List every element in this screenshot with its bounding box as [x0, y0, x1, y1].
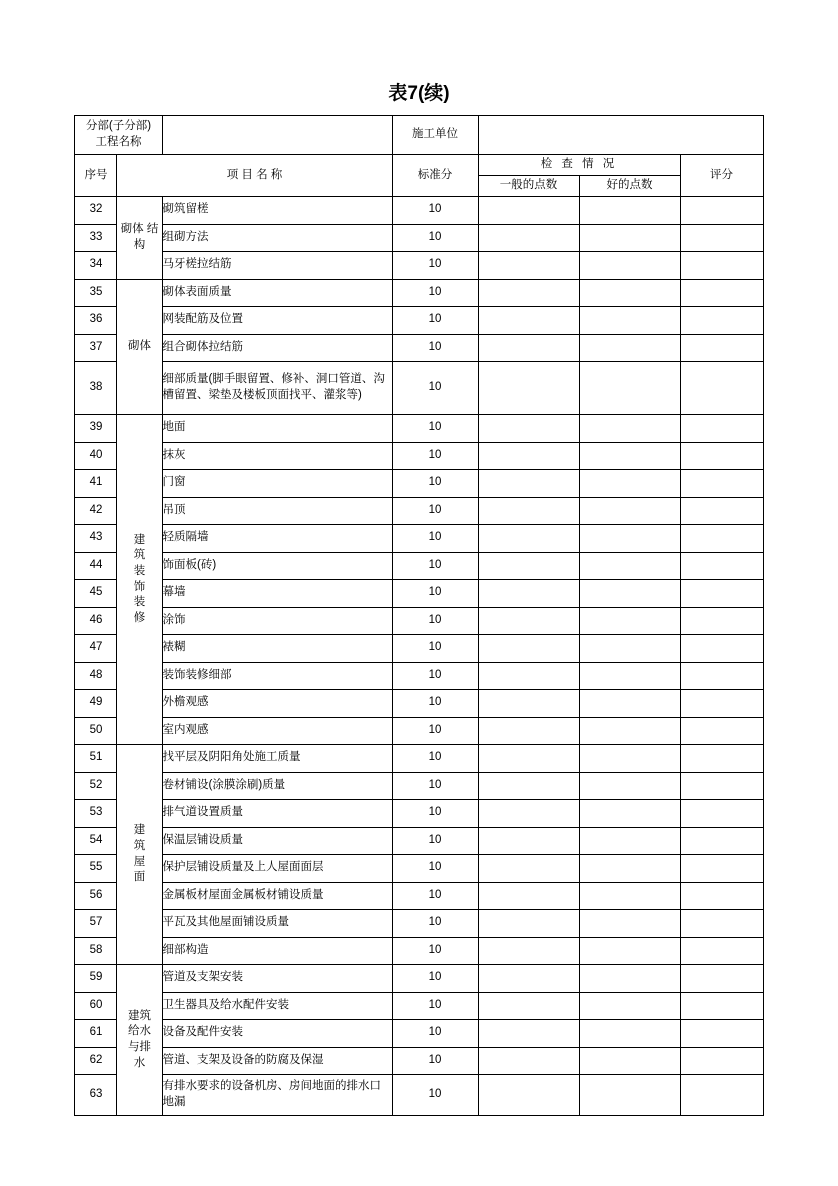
row-general-points[interactable]	[478, 497, 579, 525]
row-score: 10	[392, 197, 478, 225]
row-item: 找平层及阴阳角处施工质量	[162, 745, 392, 773]
row-good-points[interactable]	[579, 1047, 680, 1075]
row-score: 10	[392, 1075, 478, 1116]
row-general-points[interactable]	[478, 717, 579, 745]
group-label-line: 建	[133, 824, 146, 837]
row-rating[interactable]	[680, 1075, 763, 1116]
row-score: 10	[392, 415, 478, 443]
row-score: 10	[392, 497, 478, 525]
col-header-good-points: 好的点数	[579, 176, 680, 197]
row-general-points[interactable]	[478, 279, 579, 307]
row-score: 10	[392, 690, 478, 718]
row-rating[interactable]	[680, 580, 763, 608]
row-item: 外檐观感	[162, 690, 392, 718]
group-label-line: 筑	[133, 549, 146, 562]
table-row	[75, 690, 763, 718]
sub-project-name-label-line2: 工程名称	[95, 136, 142, 148]
row-item: 组合砌体拉结筋	[162, 334, 392, 362]
group-label-plumbing	[117, 965, 162, 1116]
row-score: 10	[392, 717, 478, 745]
row-rating[interactable]	[680, 855, 763, 883]
group-label-line: 建	[133, 533, 146, 546]
row-score: 10	[392, 362, 478, 415]
row-no: 53	[75, 800, 117, 828]
row-rating[interactable]	[680, 772, 763, 800]
row-general-points[interactable]	[478, 855, 579, 883]
group-label-line: 水	[133, 1056, 146, 1069]
row-good-points[interactable]	[579, 224, 680, 252]
row-score: 10	[392, 552, 478, 580]
row-score: 10	[392, 252, 478, 280]
row-rating[interactable]	[680, 690, 763, 718]
row-score: 10	[392, 470, 478, 498]
row-rating[interactable]	[680, 910, 763, 938]
row-good-points[interactable]	[579, 252, 680, 280]
table-header-row-1	[75, 116, 763, 155]
row-item: 排气道设置质量	[162, 800, 392, 828]
row-score: 10	[392, 442, 478, 470]
row-good-points[interactable]	[579, 307, 680, 335]
row-item: 组砌方法	[162, 224, 392, 252]
row-rating[interactable]	[680, 662, 763, 690]
row-score: 10	[392, 800, 478, 828]
row-general-points[interactable]	[478, 662, 579, 690]
row-rating[interactable]	[680, 827, 763, 855]
table-row	[75, 800, 763, 828]
col-header-no: 序号	[75, 155, 117, 197]
row-good-points[interactable]	[579, 827, 680, 855]
row-general-points[interactable]	[478, 992, 579, 1020]
row-general-points[interactable]	[478, 552, 579, 580]
col-header-check-situation: 检 查 情 况	[478, 155, 680, 176]
row-good-points[interactable]	[579, 882, 680, 910]
row-item: 卷材铺设(涂膜涂刷)质量	[162, 772, 392, 800]
table-row	[75, 197, 763, 225]
row-no: 60	[75, 992, 117, 1020]
row-rating[interactable]	[680, 224, 763, 252]
row-score: 10	[392, 855, 478, 883]
row-no: 36	[75, 307, 117, 335]
sub-project-name-value[interactable]	[162, 116, 392, 155]
table-row	[75, 745, 763, 773]
table-row	[75, 635, 763, 663]
row-no: 32	[75, 197, 117, 225]
row-item: 饰面板(砖)	[162, 552, 392, 580]
row-rating[interactable]	[680, 415, 763, 443]
group-label-line: 修	[133, 611, 146, 624]
table-row	[75, 279, 763, 307]
construction-unit-value[interactable]	[478, 116, 763, 155]
row-good-points[interactable]	[579, 607, 680, 635]
row-no: 59	[75, 965, 117, 993]
row-general-points[interactable]	[478, 580, 579, 608]
row-item: 平瓦及其他屋面铺设质量	[162, 910, 392, 938]
row-general-points[interactable]	[478, 442, 579, 470]
col-header-item: 项 目 名 称	[117, 155, 392, 197]
row-good-points[interactable]	[579, 662, 680, 690]
row-general-points[interactable]	[478, 362, 579, 415]
row-rating[interactable]	[680, 552, 763, 580]
row-item: 地面	[162, 415, 392, 443]
row-no: 42	[75, 497, 117, 525]
table-row	[75, 470, 763, 498]
row-rating[interactable]	[680, 965, 763, 993]
row-good-points[interactable]	[579, 992, 680, 1020]
row-good-points[interactable]	[579, 552, 680, 580]
row-item: 室内观感	[162, 717, 392, 745]
row-good-points[interactable]	[579, 772, 680, 800]
row-rating[interactable]	[680, 1047, 763, 1075]
row-item: 抹灰	[162, 442, 392, 470]
row-general-points[interactable]	[478, 1075, 579, 1116]
inspection-score-table	[74, 115, 763, 1116]
row-no: 40	[75, 442, 117, 470]
group-label-line: 砌体	[127, 339, 151, 352]
group-label-line: 装	[133, 564, 146, 577]
row-general-points[interactable]	[478, 690, 579, 718]
row-no: 47	[75, 635, 117, 663]
row-rating[interactable]	[680, 607, 763, 635]
row-no: 63	[75, 1075, 117, 1116]
table-row	[75, 580, 763, 608]
row-item: 涂饰	[162, 607, 392, 635]
table-header-row-2	[75, 155, 763, 176]
row-good-points[interactable]	[579, 910, 680, 938]
row-rating[interactable]	[680, 442, 763, 470]
row-item: 设备及配件安装	[162, 1020, 392, 1048]
row-no: 44	[75, 552, 117, 580]
table-row	[75, 855, 763, 883]
group-label-line: 建筑	[127, 1009, 151, 1022]
row-score: 10	[392, 334, 478, 362]
table-row	[75, 992, 763, 1020]
row-score: 10	[392, 607, 478, 635]
row-general-points[interactable]	[478, 772, 579, 800]
group-label-line: 屋	[133, 855, 146, 868]
row-good-points[interactable]	[579, 442, 680, 470]
row-item: 细部构造	[162, 937, 392, 965]
row-general-points[interactable]	[478, 1020, 579, 1048]
group-label-line: 结构	[133, 223, 159, 251]
row-good-points[interactable]	[579, 580, 680, 608]
row-item: 管道及支架安装	[162, 965, 392, 993]
row-item: 管道、支架及设备的防腐及保湿	[162, 1047, 392, 1075]
row-no: 34	[75, 252, 117, 280]
row-score: 10	[392, 910, 478, 938]
table-row	[75, 607, 763, 635]
table-row	[75, 442, 763, 470]
row-no: 62	[75, 1047, 117, 1075]
row-score: 10	[392, 1047, 478, 1075]
row-rating[interactable]	[680, 635, 763, 663]
row-rating[interactable]	[680, 937, 763, 965]
row-good-points[interactable]	[579, 279, 680, 307]
row-good-points[interactable]	[579, 197, 680, 225]
table-row	[75, 334, 763, 362]
row-score: 10	[392, 965, 478, 993]
row-rating[interactable]	[680, 882, 763, 910]
row-rating[interactable]	[680, 1020, 763, 1048]
row-item: 细部质量(脚手眼留置、修补、洞口管道、沟槽留置、梁垫及楼板顶面找平、灌浆等)	[162, 362, 392, 415]
row-no: 54	[75, 827, 117, 855]
row-general-points[interactable]	[478, 224, 579, 252]
group-label-masonry-structure	[117, 197, 162, 280]
row-general-points[interactable]	[478, 470, 579, 498]
group-label-line: 饰	[133, 580, 146, 593]
group-label-line: 装	[133, 596, 146, 609]
row-general-points[interactable]	[478, 334, 579, 362]
row-good-points[interactable]	[579, 937, 680, 965]
table-row	[75, 717, 763, 745]
row-score: 10	[392, 827, 478, 855]
row-rating[interactable]	[680, 307, 763, 335]
row-item: 有排水要求的设备机房、房间地面的排水口地漏	[162, 1075, 392, 1116]
row-score: 10	[392, 635, 478, 663]
row-item: 吊顶	[162, 497, 392, 525]
row-good-points[interactable]	[579, 855, 680, 883]
row-score: 10	[392, 307, 478, 335]
row-no: 46	[75, 607, 117, 635]
row-no: 49	[75, 690, 117, 718]
col-header-general-points: 一般的点数	[478, 176, 579, 197]
group-label-decoration	[117, 415, 162, 745]
row-general-points[interactable]	[478, 635, 579, 663]
row-score: 10	[392, 1020, 478, 1048]
row-score: 10	[392, 882, 478, 910]
row-rating[interactable]	[680, 717, 763, 745]
row-item: 门窗	[162, 470, 392, 498]
row-good-points[interactable]	[579, 690, 680, 718]
row-general-points[interactable]	[478, 937, 579, 965]
group-label-masonry	[117, 279, 162, 415]
table-row	[75, 362, 763, 415]
sub-project-name-label-line1: 分部(子分部)	[85, 120, 152, 133]
table-row	[75, 772, 763, 800]
row-item: 马牙槎拉结筋	[162, 252, 392, 280]
row-general-points[interactable]	[478, 197, 579, 225]
table-row	[75, 552, 763, 580]
table-row	[75, 965, 763, 993]
construction-unit-label: 施工单位	[392, 116, 478, 155]
row-general-points[interactable]	[478, 965, 579, 993]
row-rating[interactable]	[680, 362, 763, 415]
table-row	[75, 937, 763, 965]
row-score: 10	[392, 992, 478, 1020]
row-good-points[interactable]	[579, 1020, 680, 1048]
row-item: 砌筑留槎	[162, 197, 392, 225]
row-score: 10	[392, 662, 478, 690]
row-good-points[interactable]	[579, 415, 680, 443]
row-score: 10	[392, 525, 478, 553]
row-general-points[interactable]	[478, 415, 579, 443]
row-no: 38	[75, 362, 117, 415]
row-rating[interactable]	[680, 197, 763, 225]
row-no: 33	[75, 224, 117, 252]
row-score: 10	[392, 772, 478, 800]
row-good-points[interactable]	[579, 800, 680, 828]
row-no: 57	[75, 910, 117, 938]
col-header-standard-score: 标准分	[392, 155, 478, 197]
table-row	[75, 415, 763, 443]
row-no: 51	[75, 745, 117, 773]
row-rating[interactable]	[680, 525, 763, 553]
row-general-points[interactable]	[478, 827, 579, 855]
row-no: 56	[75, 882, 117, 910]
row-good-points[interactable]	[579, 334, 680, 362]
row-rating[interactable]	[680, 252, 763, 280]
row-general-points[interactable]	[478, 800, 579, 828]
row-no: 45	[75, 580, 117, 608]
row-good-points[interactable]	[579, 717, 680, 745]
table-row	[75, 307, 763, 335]
row-rating[interactable]	[680, 470, 763, 498]
row-no: 39	[75, 415, 117, 443]
group-label-line: 与排	[127, 1041, 151, 1053]
row-good-points[interactable]	[579, 635, 680, 663]
row-general-points[interactable]	[478, 745, 579, 773]
table-row	[75, 497, 763, 525]
row-good-points[interactable]	[579, 525, 680, 553]
table-row	[75, 662, 763, 690]
row-general-points[interactable]	[478, 307, 579, 335]
row-good-points[interactable]	[579, 965, 680, 993]
row-rating[interactable]	[680, 334, 763, 362]
row-rating[interactable]	[680, 745, 763, 773]
row-general-points[interactable]	[478, 1047, 579, 1075]
col-header-rating: 评分	[680, 155, 763, 197]
row-no: 37	[75, 334, 117, 362]
row-no: 50	[75, 717, 117, 745]
group-label-line: 面	[133, 871, 146, 884]
row-general-points[interactable]	[478, 525, 579, 553]
group-label-line: 筑	[133, 839, 146, 852]
row-item: 幕墙	[162, 580, 392, 608]
group-label-line: 砌体	[120, 223, 144, 236]
row-rating[interactable]	[680, 279, 763, 307]
table-row	[75, 882, 763, 910]
row-general-points[interactable]	[478, 910, 579, 938]
page-title: 表7(续)	[388, 83, 450, 104]
group-label-line: 给水	[127, 1025, 151, 1038]
row-general-points[interactable]	[478, 607, 579, 635]
sub-project-name-label	[75, 116, 162, 155]
row-good-points[interactable]	[579, 362, 680, 415]
row-score: 10	[392, 224, 478, 252]
row-item: 砌体表面质量	[162, 279, 392, 307]
row-item: 保温层铺设质量	[162, 827, 392, 855]
row-item: 金属板材屋面金属板材铺设质量	[162, 882, 392, 910]
row-no: 48	[75, 662, 117, 690]
row-score: 10	[392, 580, 478, 608]
table-row	[75, 1047, 763, 1075]
row-no: 35	[75, 279, 117, 307]
row-score: 10	[392, 937, 478, 965]
table-row	[75, 525, 763, 553]
table-row	[75, 252, 763, 280]
row-no: 61	[75, 1020, 117, 1048]
row-item: 卫生器具及给水配件安装	[162, 992, 392, 1020]
table-row	[75, 1020, 763, 1048]
row-good-points[interactable]	[579, 745, 680, 773]
table-row	[75, 224, 763, 252]
row-score: 10	[392, 279, 478, 307]
table-row	[75, 827, 763, 855]
row-no: 58	[75, 937, 117, 965]
row-rating[interactable]	[680, 992, 763, 1020]
row-item: 装饰装修细部	[162, 662, 392, 690]
row-no: 52	[75, 772, 117, 800]
group-label-roofing	[117, 745, 162, 965]
row-item: 保护层铺设质量及上人屋面面层	[162, 855, 392, 883]
row-rating[interactable]	[680, 800, 763, 828]
row-item: 裱糊	[162, 635, 392, 663]
row-item: 轻质隔墙	[162, 525, 392, 553]
row-general-points[interactable]	[478, 882, 579, 910]
row-rating[interactable]	[680, 497, 763, 525]
table-row	[75, 910, 763, 938]
row-no: 41	[75, 470, 117, 498]
row-good-points[interactable]	[579, 497, 680, 525]
row-general-points[interactable]	[478, 252, 579, 280]
row-item: 网装配筋及位置	[162, 307, 392, 335]
row-good-points[interactable]	[579, 1075, 680, 1116]
row-good-points[interactable]	[579, 470, 680, 498]
table-row	[75, 1075, 763, 1116]
row-no: 55	[75, 855, 117, 883]
row-no: 43	[75, 525, 117, 553]
row-score: 10	[392, 745, 478, 773]
